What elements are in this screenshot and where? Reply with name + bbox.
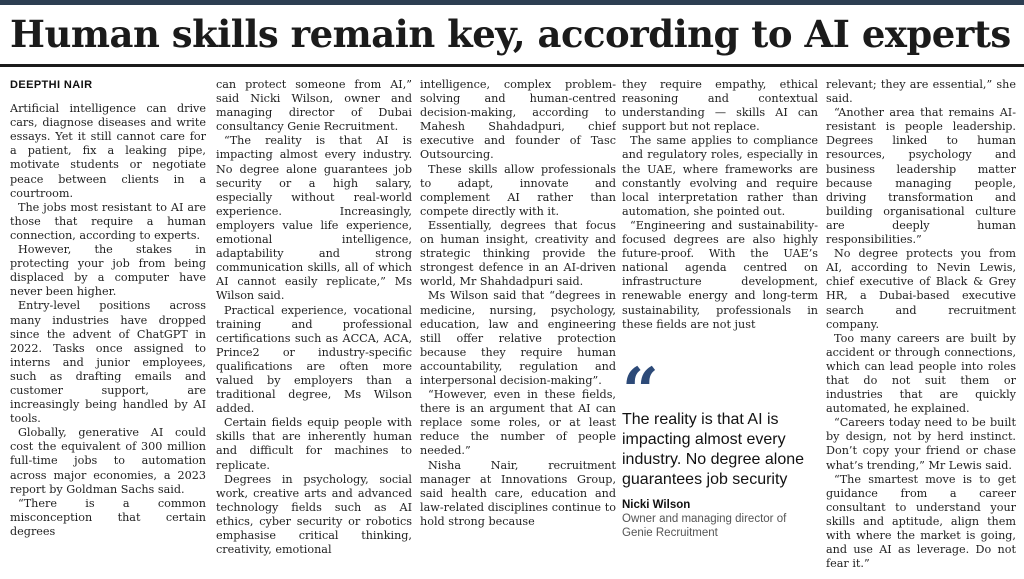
column-4	[622, 78, 818, 366]
paragraph: Artificial intelligence can drive cars, diagnose diseases and write essays. Yet it still cannot care for a patient, fix a leaking pipe, motivate students or negotiate peace between clients in a courtroom.	[10, 102, 206, 200]
paragraph: “Engineering and sustainability-focused degrees are also highly future-proof. With the UAE’s national agenda centred on infrastructure development, renewable energy and long-term sustainability, professionals in these fields are not just	[622, 218, 818, 331]
paragraph: Nisha Nair, recruitment manager at Innovations Group, said health care, education and law-related disciplines continue to hold strong because	[420, 458, 616, 528]
paragraph: Globally, generative AI could cost the equivalent of 300 million full-time jobs to automation across major economies, a 2023 report by Goldman Sachs said.	[10, 426, 206, 496]
paragraph: The same applies to compliance and regulatory roles, especially in the UAE, where frameworks are constantly evolving and require local interpretation rather than automation, she pointed out.	[622, 134, 818, 218]
paragraph: Certain fields equip people with skills that are inherently human and difficult for machines to replicate.	[216, 416, 412, 472]
paragraph: Practical experience, vocational training and professional certifications such as ACCA, ACA, Prince2 or industry-specific qualifications are often more valued by employers than a traditional degree, Ms Wilson added.	[216, 303, 412, 416]
paragraph: can protect someone from AI,” said Nicki Wilson, owner and managing director of Dubai consultancy Genie Recruitment.	[216, 78, 412, 134]
paragraph: they require empathy, ethical reasoning and contextual understanding — skills AI can support but not replace.	[622, 78, 818, 134]
paragraph: “The smartest move is to get guidance from a career consultant to understand your skills and aptitude, align them with where the market is going, and use AI as leverage. Do not fear it.”	[826, 472, 1016, 571]
top-rule	[0, 0, 1024, 5]
pull-quote	[622, 354, 818, 575]
paragraph: Ms Wilson said that “degrees in medicine, nursing, psychology, education, law and engineering still offer relative protection because they require human accountability, regulation and interpersonal decision-making”.	[420, 289, 616, 387]
paragraph: These skills allow professionals to adapt, innovate and complement AI rather than compete directly with it.	[420, 162, 616, 218]
paragraph: Essentially, degrees that focus on human insight, creativity and strategic thinking provide the strongest defence in an AI-driven world, Mr Shahdadpuri said.	[420, 218, 616, 289]
headline: Human skills remain key, according to AI experts	[10, 12, 1011, 56]
paragraph: Too many careers are built by accident or through connections, which can lead people into roles that do not suit them or industries that are quickly automated, he explained.	[826, 331, 1016, 416]
column-2	[216, 78, 412, 576]
pull-quote-role: Owner and managing director of Genie Recruitment	[622, 513, 787, 539]
paragraph: “Careers today need to be built by design, not by herd instinct. Don’t copy your friend or chase what’s trending,” Mr Lewis said.	[826, 416, 1016, 472]
paragraph: The jobs most resistant to AI are those that require a human connection, according to experts.	[10, 200, 206, 242]
pull-quote-text: The reality is that AI is impacting almost every industry. No degree alone guarantees job security	[622, 411, 805, 488]
column-1	[10, 78, 206, 576]
paragraph: “There is a common misconception that certain degrees	[10, 496, 206, 538]
column-3	[420, 78, 616, 576]
paragraph: Entry-level positions across many industries have dropped since the advent of ChatGPT in 2022. Tasks once assigned to interns and junior employees, such as drafting emails and customer support, are increasingly being handled by AI tools.	[10, 299, 206, 426]
paragraph: “The reality is that AI is impacting almost every industry. No degree alone guarantees job security or a high salary, especially without real-world experience. Increasingly, employers value life experience, emotional intelligence, adaptability and strong communication skills, all of which AI cannot easily replicate,” Ms Wilson said.	[216, 134, 412, 303]
column-5	[826, 78, 1016, 576]
paragraph: However, the stakes in protecting your job from being displaced by a computer have never been higher.	[10, 243, 206, 299]
pull-quote-name: Nicki Wilson	[622, 499, 691, 511]
quote-mark-icon: “	[622, 354, 659, 429]
headline-rule	[0, 64, 1024, 67]
paragraph: No degree protects you from AI, according to Nevin Lewis, chief executive of Black & Grey HR, a Dubai-based executive search and recruitment company.	[826, 247, 1016, 331]
paragraph: “However, even in these fields, there is an argument that AI can replace some roles, or at least reduce the number of people needed.”	[420, 388, 616, 458]
paragraph: relevant; they are essential,” she said.	[826, 78, 1016, 106]
paragraph: “Another area that remains AI-resistant is people leadership. Degrees linked to human resources, psychology and business leadership matter because managing people, driving transformation and building organisational culture are deeply human responsibilities.”	[826, 106, 1016, 247]
byline: DEEPTHI NAIR	[10, 79, 93, 91]
paragraph: Degrees in psychology, social work, creative arts and advanced technology fields such as AI ethics, cyber security or robotics emphasise critical thinking, creativity, emotional	[216, 472, 412, 557]
paragraph: intelligence, complex problem-solving and human-centred decision-making, according to Mahesh Shahdadpuri, chief executive and founder of Tasc Outsourcing.	[420, 78, 616, 162]
